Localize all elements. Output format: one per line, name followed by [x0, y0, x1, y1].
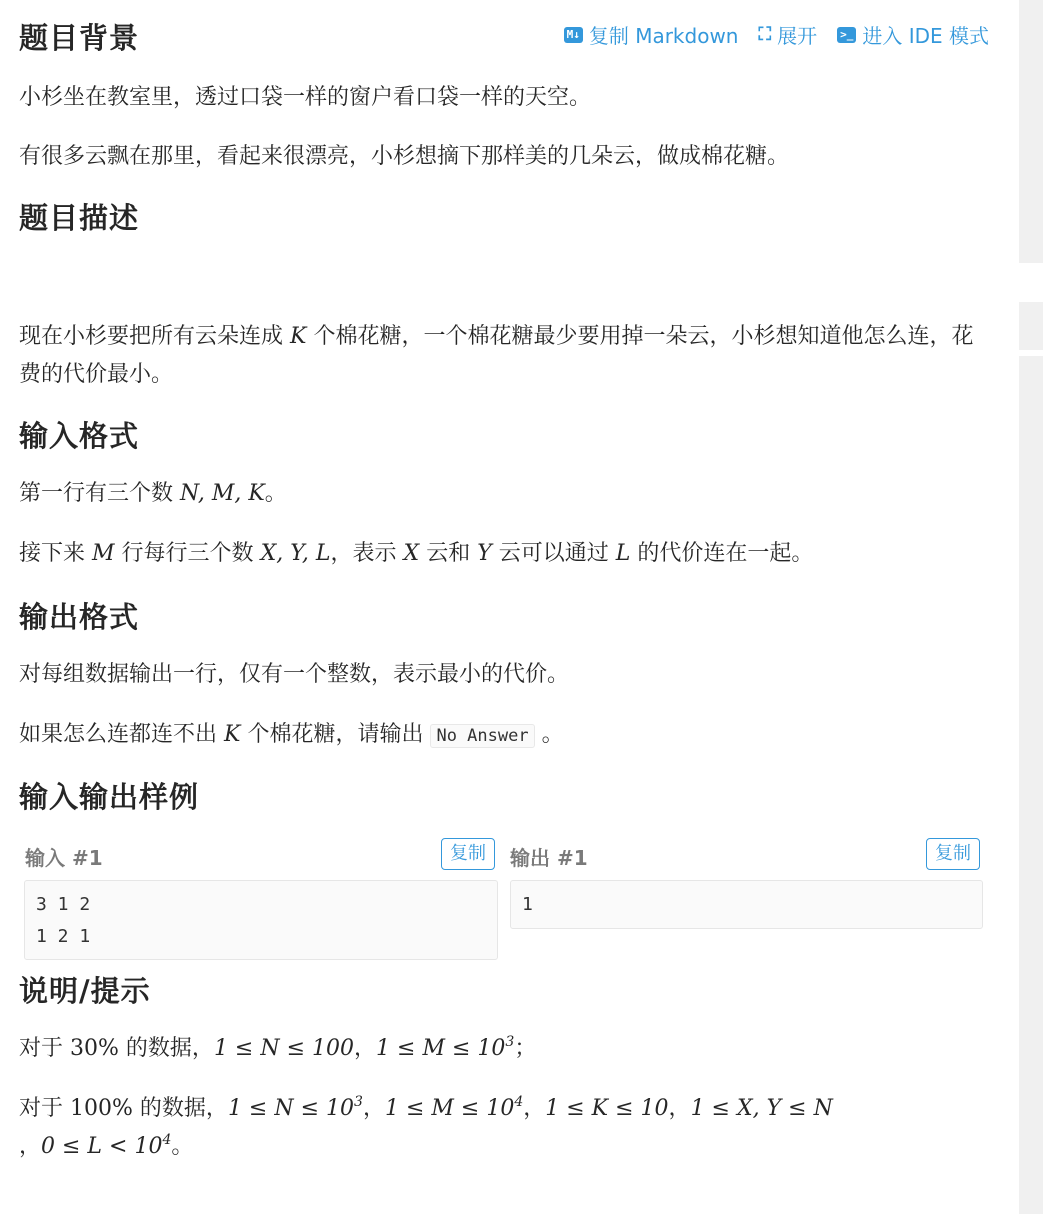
hint-title: 说明/提示	[19, 974, 151, 1008]
sample-output-box[interactable]: 1	[510, 880, 983, 929]
hint-text: 对于	[19, 1036, 64, 1061]
math-exponent: 4	[162, 1132, 172, 1148]
hint-text: ，	[19, 1134, 42, 1159]
input-text: 接下来	[19, 541, 86, 566]
math-var: X, Y, L	[260, 541, 331, 566]
description-title: 题目描述	[19, 201, 140, 235]
math-var: K	[224, 722, 241, 747]
copy-markdown-label: 复制 Markdown	[588, 24, 739, 48]
inline-code: No Answer	[430, 724, 534, 748]
math-var: M	[92, 541, 115, 566]
sample-output-label: 输出 #1	[510, 846, 588, 870]
enter-ide-button[interactable]	[837, 20, 989, 49]
input-text: 的代价连在一起。	[637, 541, 814, 566]
input-text: 第一行有三个数	[19, 481, 174, 506]
math-expr	[385, 1096, 523, 1121]
samples-title: 输入输出样例	[19, 780, 200, 814]
hint-text: 。	[171, 1134, 194, 1159]
hint-text: 的数据，	[139, 1096, 228, 1121]
math-expr: 1 ≤ N ≤ 100	[213, 1036, 355, 1061]
sample-input-label: 输入 #1	[25, 846, 103, 870]
output-paragraph-1: 对每组数据输出一行，仅有一个整数，表示最小的代价。	[19, 662, 570, 687]
input-text: 云和	[426, 541, 471, 566]
output-text: 个棉花糖，请输出	[247, 722, 424, 747]
expand-label: 展开	[777, 24, 818, 48]
math-var: Y	[477, 541, 492, 566]
enter-ide-label: 进入 IDE 模式	[862, 24, 989, 48]
output-text: 。	[541, 722, 564, 747]
expand-icon: ⛶	[758, 24, 772, 45]
copy-input-button[interactable]: 复制	[441, 838, 495, 870]
right-sidebar-strip	[1019, 356, 1043, 1214]
hint-text: ，	[523, 1096, 546, 1121]
background-title: 题目背景	[19, 21, 140, 55]
math-number: 100%	[70, 1096, 133, 1121]
output-paragraph-2	[19, 716, 984, 755]
math-exponent: 4	[514, 1094, 524, 1110]
markdown-icon: M↓	[564, 27, 583, 43]
right-sidebar-strip	[1019, 302, 1043, 350]
background-paragraph-2: 有很多云飘在那里，看起来很漂亮，小杉想摘下那样美的几朵云，做成棉花糖。	[19, 144, 790, 169]
copy-markdown-button[interactable]	[564, 20, 739, 49]
math-base: 1 ≤ M ≤ 10	[376, 1036, 506, 1061]
input-paragraph-2	[19, 535, 984, 573]
math-exponent: 3	[505, 1034, 515, 1050]
description-paragraph	[19, 318, 984, 394]
math-exponent: 3	[354, 1094, 363, 1110]
output-text: 如果怎么连都连不出	[19, 722, 218, 747]
math-expr	[376, 1036, 514, 1061]
description-text: 个棉花糖，一个棉花糖最少要用掉一朵云，小杉想知道他怎么连，花费的代价最小。	[19, 324, 974, 387]
description-text: 现在小杉要把所有云朵连成	[19, 324, 284, 349]
right-sidebar-strip	[1019, 0, 1043, 263]
problem-toolbar	[564, 20, 989, 49]
math-expr	[41, 1134, 171, 1159]
copy-output-button[interactable]: 复制	[926, 838, 980, 870]
math-expr: 1 ≤ K ≤ 10	[545, 1096, 669, 1121]
input-paragraph-1	[19, 475, 984, 513]
hint-line-1	[19, 1030, 984, 1068]
hint-text: ；	[514, 1036, 537, 1061]
input-text: 。	[264, 481, 287, 506]
math-base: 1 ≤ M ≤ 10	[384, 1096, 515, 1121]
math-var: K	[290, 324, 307, 349]
input-text: 行每行三个数	[121, 541, 254, 566]
math-var: L	[615, 541, 631, 566]
math-expr	[228, 1096, 363, 1121]
expand-button[interactable]	[758, 20, 817, 49]
output-format-title: 输出格式	[19, 600, 140, 634]
sample-input-box[interactable]: 3 1 2 1 2 1	[24, 880, 498, 960]
math-base: 1 ≤ N ≤ 10	[227, 1096, 355, 1121]
math-base: 0 ≤ L < 10	[41, 1134, 163, 1159]
input-format-title: 输入格式	[19, 419, 140, 453]
hint-text: 对于	[19, 1096, 64, 1121]
input-text: ，表示	[330, 541, 397, 566]
hint-line-2	[19, 1090, 984, 1166]
math-var: N, M, K	[180, 481, 265, 506]
terminal-icon: >_	[837, 27, 856, 43]
math-number: 30%	[70, 1036, 119, 1061]
math-var: X	[403, 541, 420, 566]
hint-text: ，	[362, 1096, 385, 1121]
input-text: 云可以通过	[498, 541, 609, 566]
background-paragraph-1: 小杉坐在教室里，透过口袋一样的窗户看口袋一样的天空。	[19, 85, 592, 110]
hint-text: 的数据，	[125, 1036, 214, 1061]
hint-text: ，	[668, 1096, 691, 1121]
hint-text: ，	[354, 1036, 377, 1061]
math-expr: 1 ≤ X, Y ≤ N	[690, 1096, 833, 1121]
